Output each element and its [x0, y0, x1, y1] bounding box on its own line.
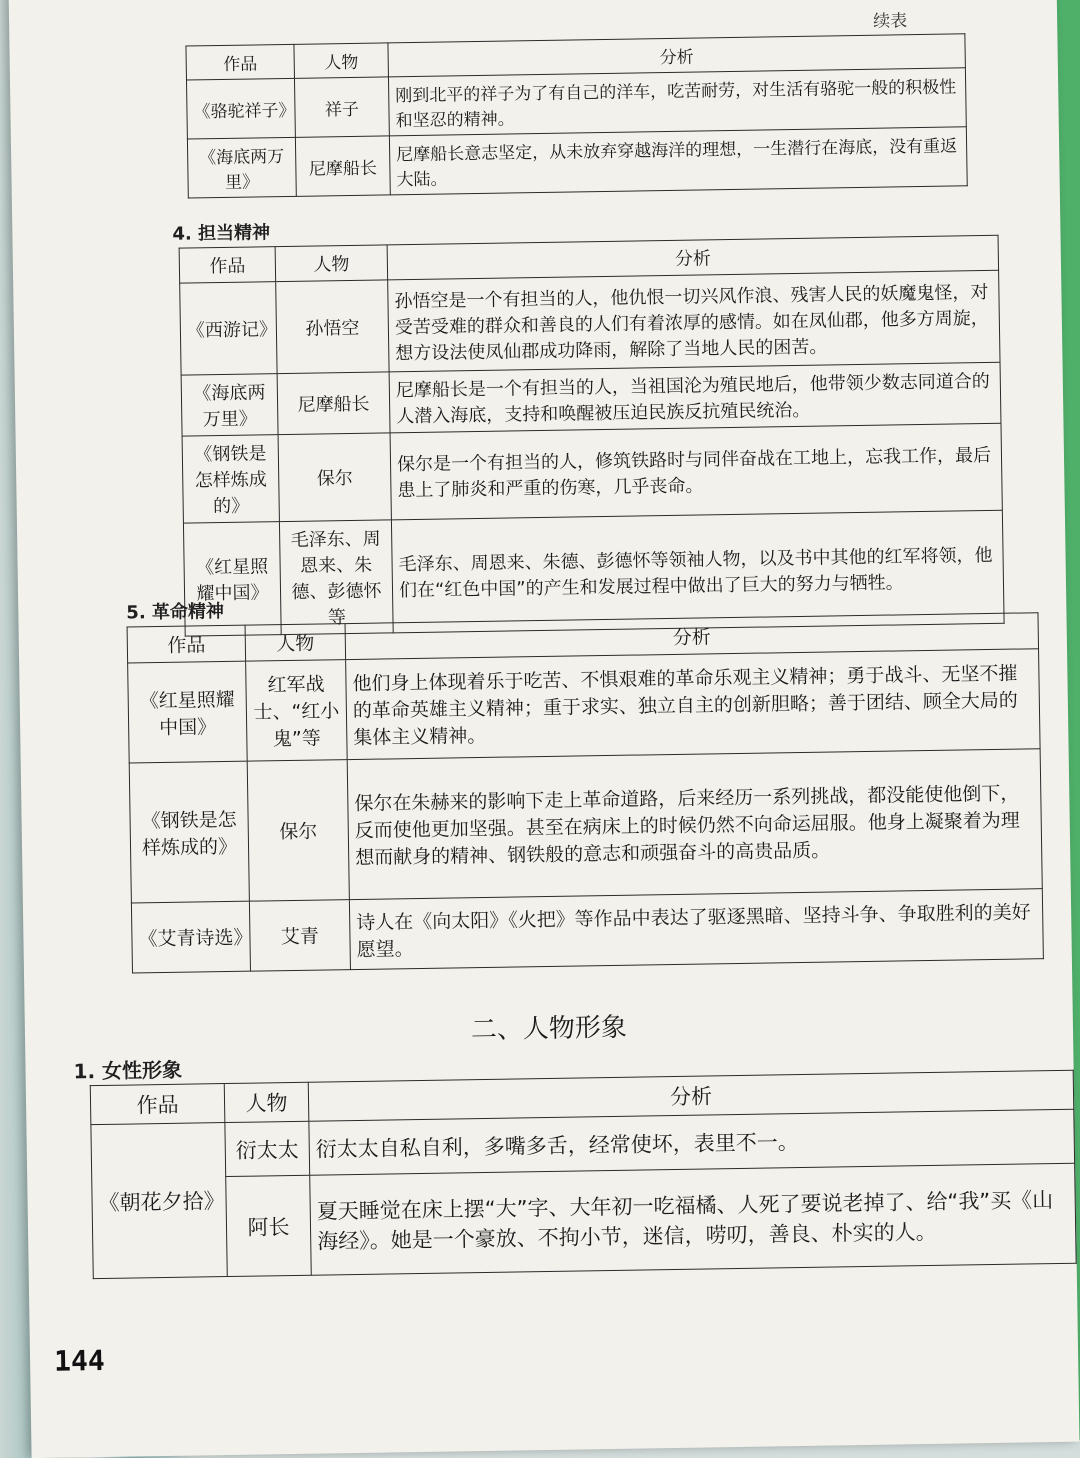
header-work: 作品 — [90, 1084, 225, 1125]
work-cell: 《艾青诗选》 — [131, 901, 250, 973]
person-cell: 尼摩船长 — [277, 372, 390, 435]
analysis-cell: 刚到北平的祥子为了有自己的洋车，吃苦耐劳，对生活有骆驼一般的积极性和坚忍的精神。 — [388, 68, 966, 136]
work-cell: 《朝花夕拾》 — [91, 1123, 227, 1279]
analysis-cell: 诗人在《向太阳》《火把》等作品中表达了驱逐黑暗、坚持斗争、争取胜利的美好愿望。 — [349, 889, 1043, 970]
table-section-5 — [127, 612, 1044, 973]
page-number: 144 — [53, 1343, 105, 1378]
work-cell: 《海底两万里》 — [187, 137, 296, 198]
analysis-cell: 他们身上体现着乐于吃苦、不惧艰难的革命乐观主义精神；勇于战斗、无坚不摧的革命英雄主义精神；重于求实、独立自主的创新胆略；善于团结、顾全大局的集体主义精神。 — [346, 649, 1040, 760]
table-row — [92, 1163, 1076, 1278]
person-cell: 衍太太 — [225, 1121, 310, 1176]
person-cell: 祥子 — [294, 77, 389, 137]
analysis-cell: 尼摩船长是一个有担当的人，当祖国沦为殖民地后，他带领少数志同道合的人潜入海底，支持和唤醒被压迫民族反抗殖民统治。 — [389, 362, 1001, 433]
header-analysis: 分析 — [308, 1070, 1074, 1121]
work-cell: 《红星照耀中国》 — [183, 522, 281, 636]
table-women — [90, 1070, 1077, 1279]
analysis-cell: 毛泽东、周恩来、朱德、彭德怀等领袖人物，以及书中其他的红军将领，他们在“红色中国”的产生和发展过程中做出了巨大的努力与牺牲。 — [391, 510, 1004, 633]
table-row — [128, 649, 1040, 763]
header-work: 作品 — [186, 44, 295, 80]
work-cell: 《钢铁是怎样炼成的》 — [129, 761, 249, 903]
table-row — [180, 270, 1000, 375]
section-title-5: 5. 革命精神 — [126, 601, 225, 624]
header-person: 人物 — [275, 245, 388, 282]
work-cell: 《海底两万里》 — [181, 374, 278, 437]
work-cell: 《红星照耀中国》 — [128, 661, 248, 763]
person-cell: 红军战士、“红小鬼”等 — [246, 660, 348, 762]
chapter-heading: 二、人物形象 — [470, 1012, 628, 1046]
table-section-4 — [179, 235, 1005, 637]
header-person: 人物 — [245, 624, 346, 662]
person-cell: 尼摩船长 — [295, 136, 390, 196]
person-cell: 毛泽东、周恩来、朱德、彭德怀等 — [279, 520, 393, 635]
header-work: 作品 — [179, 247, 276, 284]
header-person: 人物 — [294, 43, 389, 78]
table-row — [129, 749, 1042, 903]
analysis-cell: 保尔在朱赫来的影响下走上革命道路，后来经历一系列挑战，都没能使他倒下，反而使他更加坚强。甚至在病床上的时候仍然不向命运屈服。他身上凝聚着为理想而献身的精神、钢铁般的意志和顽强奋斗的高贵品质。 — [347, 749, 1042, 900]
table-row — [131, 889, 1043, 973]
person-cell: 保尔 — [247, 760, 349, 902]
header-analysis: 分析 — [388, 34, 965, 77]
person-cell: 艾青 — [249, 900, 350, 972]
running-head: 续表 — [872, 11, 908, 32]
header-work: 作品 — [127, 625, 246, 663]
person-cell: 孙悟空 — [276, 280, 389, 374]
table-row — [182, 423, 1002, 523]
header-analysis: 分析 — [345, 613, 1038, 660]
work-cell: 《西游记》 — [180, 282, 277, 375]
person-cell: 阿长 — [226, 1175, 312, 1276]
work-cell: 《钢铁是怎样炼成的》 — [182, 435, 279, 523]
analysis-cell: 孙悟空是一个有担当的人，他仇恨一切兴风作浪、残害人民的妖魔鬼怪，对受苦受难的群众和善良的人们有着浓厚的感情。如在凤仙郡，他多方周旋，想方设法使凤仙郡成功降雨，解除了当地人民的困苦。 — [388, 270, 1000, 372]
section-title-4: 4. 担当精神 — [172, 222, 271, 245]
textbook-page — [9, 0, 1080, 1458]
analysis-cell: 保尔是一个有担当的人，修筑铁路时与同伴奋战在工地上，忘我工作，最后患上了肺炎和严重的伤寒，几乎丧命。 — [390, 423, 1002, 520]
table-row — [187, 127, 967, 198]
analysis-cell: 夏天睡觉在床上摆“大”字、大年初一吃福橘、人死了要说老掉了、给“我”买《山海经》。她是一个豪放、不拘小节，迷信，唠叨，善良、朴实的人。 — [310, 1163, 1076, 1275]
header-person: 人物 — [224, 1082, 309, 1122]
analysis-cell: 尼摩船长意志坚定，从未放弃穿越海洋的理想，一生潜行在海底，没有重返大陆。 — [389, 127, 967, 195]
person-cell: 保尔 — [278, 433, 391, 522]
header-analysis: 分析 — [387, 235, 998, 280]
work-cell: 《骆驼祥子》 — [186, 78, 295, 139]
analysis-cell: 衍太太自私自利，多嘴多舌，经常使坏，表里不一。 — [309, 1109, 1075, 1175]
table-continued — [185, 33, 967, 198]
section-title-women: 1. 女性形象 — [73, 1057, 183, 1084]
